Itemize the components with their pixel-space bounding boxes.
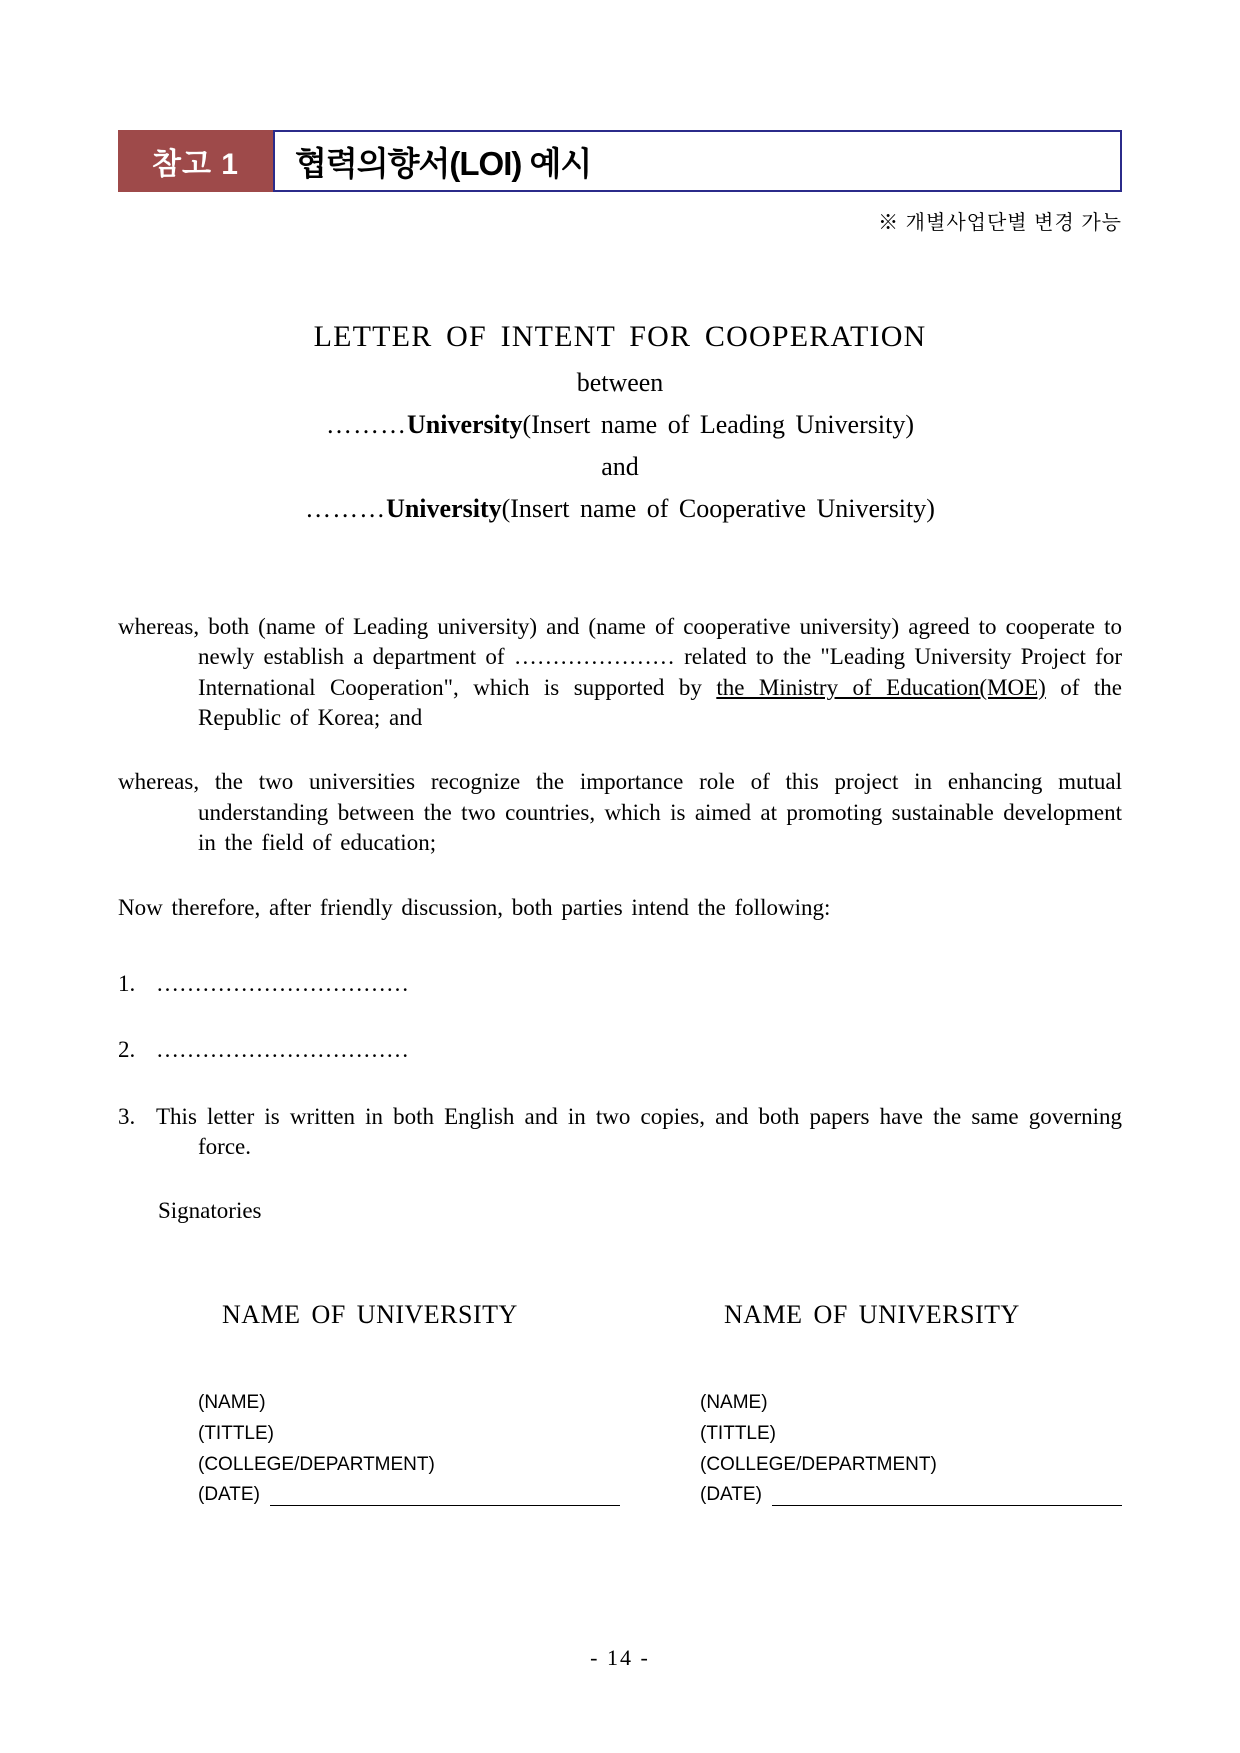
- letter-and: and: [601, 452, 639, 481]
- signature-university-name: NAME OF UNIVERSITY: [724, 1300, 1020, 1329]
- signature-fields: [198, 1388, 620, 1511]
- list-item-text: ……………………………: [156, 970, 409, 996]
- signature-block-left: [198, 1300, 620, 1511]
- letter-title-block: [118, 320, 1122, 536]
- letter-title: LETTER OF INTENT FOR COOPERATION: [313, 320, 927, 353]
- signature-title-field: (TITTLE): [198, 1422, 274, 1444]
- list-item-number: 1.: [118, 970, 136, 996]
- letter-between: between: [576, 368, 664, 397]
- intent-list: [118, 969, 1122, 1162]
- now-therefore-paragraph: Now therefore, after friendly discussion, both parties intend the following:: [118, 894, 831, 920]
- signature-date-row: [198, 1480, 620, 1511]
- whereas-lead-1: whereas,: [118, 614, 200, 639]
- signature-date-field: (DATE): [700, 1484, 762, 1506]
- signature-area: [118, 1300, 1122, 1511]
- list-item: [118, 1102, 1122, 1163]
- list-item-text: This letter is written in both English and in two copies, and both papers have the same governing force.: [156, 1103, 1122, 1159]
- reference-tag: 참고 1: [118, 130, 273, 192]
- header-note: ※ 개별사업단별 변경 가능: [878, 212, 1122, 234]
- signature-college-field: (COLLEGE/DEPARTMENT): [700, 1453, 937, 1475]
- party-one-rest: (Insert name of Leading University): [522, 410, 914, 439]
- whereas-paragraph-2: [118, 767, 1122, 858]
- whereas-text-2: the two universities recognize the importance role of this project in enhancing mutual understanding between the two countries, which is aimed at promoting sustainable development in the field of education;: [198, 769, 1122, 856]
- section-header: [118, 130, 1122, 192]
- signature-rule: [270, 1504, 620, 1506]
- party-one-dots: ………: [326, 410, 407, 439]
- signature-name-field: (NAME): [700, 1392, 768, 1413]
- whereas-text-1b: of the Republic of Korea; and: [198, 674, 1122, 731]
- list-item-text: ……………………………: [156, 1037, 409, 1063]
- list-item: [118, 969, 1122, 999]
- party-one-line: [118, 410, 1122, 440]
- list-item-number: 3.: [118, 1103, 136, 1129]
- whereas-lead-2: whereas,: [118, 769, 200, 795]
- signature-fields: [700, 1388, 1122, 1511]
- letter-body: [118, 612, 1122, 1224]
- party-two-rest: (Insert name of Cooperative University): [501, 494, 935, 523]
- signature-date-field: (DATE): [198, 1484, 260, 1506]
- signature-college-field: (COLLEGE/DEPARTMENT): [198, 1453, 435, 1475]
- list-item: [118, 1035, 1122, 1065]
- header-title-box: [273, 130, 1122, 192]
- signature-name-field: (NAME): [198, 1392, 266, 1413]
- party-two-dots: ………: [305, 494, 387, 523]
- page-title: 협력의향서(LOI) 예시: [295, 144, 592, 182]
- signature-date-row: [700, 1480, 1122, 1511]
- whereas-text-1a: both (name of Leading university) and (name of cooperative university) agreed to cooperate to newly establish a department of ………………… related to the "Leading University Project for International Cooperation", which is supported by: [198, 614, 1122, 700]
- signatories-label: Signatories: [158, 1198, 262, 1224]
- signature-title-field: (TITTLE): [700, 1422, 776, 1444]
- signature-rule: [772, 1504, 1122, 1506]
- whereas-paragraph-1: [118, 612, 1122, 733]
- party-two-line: [118, 494, 1122, 524]
- page-number: - 14 -: [590, 1645, 650, 1670]
- party-two-university: University: [386, 494, 502, 523]
- list-item-number: 2.: [118, 1037, 136, 1063]
- signature-university-name: NAME OF UNIVERSITY: [222, 1300, 518, 1329]
- moe-underlined-text: the Ministry of Education(MOE): [716, 674, 1046, 700]
- party-one-university: University: [407, 410, 523, 439]
- signature-block-right: [700, 1300, 1122, 1511]
